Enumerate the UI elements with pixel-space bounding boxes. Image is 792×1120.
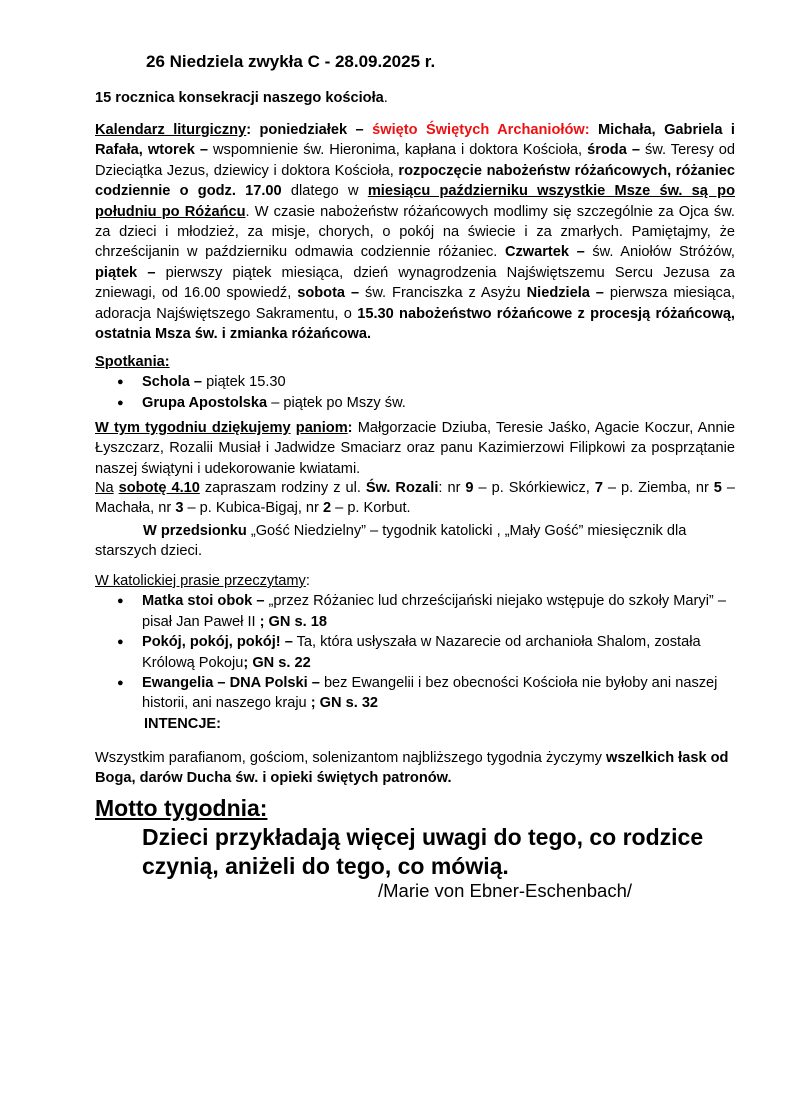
press-section — [95, 571, 745, 714]
calendar-monday: : poniedziałek – — [246, 122, 373, 138]
press-item-ref: ; GN s. 22 — [243, 654, 311, 671]
press-item-text: Ta, która usłyszała w Nazarecie od archanioła Shalom, została Królową Pokoju — [142, 634, 701, 671]
family-name: – p. Korbut. — [331, 500, 411, 517]
motto-quote: Dzieci przykładają więcej uwagi do tego, co rodzice czynią, aniżeli do tego, co mówią. — [142, 824, 704, 879]
wishes-section — [95, 748, 735, 789]
thanks-names: Małgorzacie Dziuba, Teresie Jaśko, Agacie Koczur, Annie Łyszczarz, Rozalii Musiał i Jadwidze Smaciarz oraz panu Kazimierzowi Filipkowi za posprzątanie naszej świątyni i udekorowanie kwiatami. — [95, 420, 735, 477]
anniversary-note — [95, 88, 735, 108]
calendar-wednesday: środa – — [587, 142, 640, 159]
house-number: 3 — [175, 500, 184, 517]
press-item-text: bez Ewangelii i bez obecności Kościoła nie byłoby ani naszej historii, ani naszego kraju — [142, 675, 718, 712]
thanks-heading: W tym tygodniu dziękujemy — [95, 420, 291, 436]
calendar-teresa: św. Teresy od Dzieciątka Jezus, dziewicy i doktora Kościoła, — [95, 142, 735, 179]
calendar-procession: 15.30 nabożeństwo różańcowe z procesją różańcową, ostatnia Msza św. i zmianka różańcowa. — [95, 305, 735, 343]
meeting-detail: piątek 15.30 — [202, 374, 286, 391]
saturday-date: sobotę 4.10 — [118, 480, 200, 496]
calendar-therefore: dlatego w — [281, 183, 368, 200]
list-item — [95, 393, 735, 413]
vestibule-note — [95, 521, 735, 562]
archangels-feast: święto Świętych Archaniołów: — [372, 122, 590, 138]
calendar-guardian-angels: św. Aniołów Stróżów, — [584, 244, 735, 261]
press-item-text: „przez Różaniec lud chrześcijański niejako wstępuje do szkoły Maryi” – pisał Jan Paweł II — [142, 593, 726, 630]
calendar-first-friday: pierwszy piątek miesiąca, dzień wynagrodzenia Najświętszemu Sercu Jezusa za zniewagi, od 16.00 spowiedź, — [95, 264, 735, 302]
thanks-section — [95, 418, 735, 479]
anniversary-text: 15 rocznica konsekracji naszego kościoła — [95, 90, 384, 106]
intentions-label: INTENCJE: — [144, 716, 222, 732]
list-item — [95, 673, 745, 714]
calendar-heading: Kalendarz liturgiczny — [95, 122, 247, 138]
saturday-cleaning — [95, 478, 735, 519]
meeting-name: Schola – — [142, 374, 203, 391]
meeting-detail: – piątek po Mszy św. — [267, 394, 406, 411]
calendar-adoration: pierwsza miesiąca, adoracja Najświętszego Sakramentu, o — [95, 285, 735, 322]
calendar-francis: św. Franciszka z Asyżu — [359, 285, 527, 302]
anniversary-dot: . — [383, 90, 388, 106]
calendar-saturday: sobota – — [297, 285, 360, 302]
press-item-title: Ewangelia – DNA Polski – — [142, 675, 320, 692]
liturgical-calendar — [95, 120, 735, 344]
family-name: – p. Skórkiewicz, — [473, 480, 595, 496]
calendar-friday: piątek – — [95, 264, 156, 281]
meetings-list — [95, 372, 735, 413]
wishes-text: Wszystkim parafianom, gościom, solenizantom najbliższego tygodnia życzymy — [95, 750, 606, 766]
house-number: 7 — [594, 480, 603, 496]
intentions-heading — [144, 714, 444, 734]
family-name: – p. Kubica-Bigaj, nr — [183, 500, 323, 517]
motto-author: /Marie von Ebner-Eschenbach/ — [378, 880, 632, 901]
press-list — [95, 591, 745, 713]
family-name: – Machała, nr — [95, 480, 736, 517]
calendar-hieronim: wspomnienie św. Hieronima, kapłana i doktora Kościoła, — [208, 142, 588, 159]
saturday-na: Na — [95, 480, 114, 496]
vestibule-text: „Gość Niedzielny” – tygodnik katolicki , „Mały Gość” miesięcznik dla starszych dzieci. — [95, 523, 687, 560]
motto-heading: Motto tygodnia: — [95, 795, 268, 821]
house-number: 5 — [713, 480, 722, 496]
press-item-title: Matka stoi obok – — [142, 593, 265, 610]
press-item-ref: ; GN s. 32 — [310, 695, 379, 712]
press-item-title: Pokój, pokój, pokój! – — [142, 634, 293, 651]
thanks-colon: : — [347, 420, 353, 436]
wishes-bold: wszelkich łask od Boga, darów Ducha św. i opieki świętych patronów. — [95, 750, 729, 787]
calendar-thursday: Czwartek – — [504, 244, 585, 261]
house-number: 2 — [322, 500, 332, 517]
saturday-invite: zapraszam rodziny z ul. — [199, 480, 366, 496]
house-number: 9 — [465, 480, 474, 496]
calendar-october-masses: miesiącu październiku wszystkie Msze św. są po południu po Różańcu — [95, 183, 735, 220]
saturday-nr: : nr — [438, 480, 466, 496]
thanks-ladies: paniom — [295, 420, 348, 436]
meetings-section — [95, 352, 735, 413]
vestibule-heading: W przedsionku — [143, 523, 247, 539]
press-colon: : — [305, 573, 310, 589]
meetings-heading: Spotkania: — [95, 354, 170, 370]
calendar-rosary-start: rozpoczęcie nabożeństw różańcowych, różaniec codziennie o godz. 17.00 — [95, 162, 736, 200]
press-heading: W katolickiej prasie przeczytamy — [95, 573, 306, 589]
list-item — [95, 591, 745, 632]
press-item-ref: ; GN s. 18 — [259, 613, 327, 630]
calendar-archangels-tuesday: Michała, Gabriela i Rafała, wtorek – — [95, 122, 735, 159]
calendar-sunday: Niedziela – — [526, 285, 604, 302]
meeting-name: Grupa Apostolska — [142, 394, 268, 411]
list-item — [95, 632, 745, 673]
family-name: – p. Ziemba, nr — [602, 480, 714, 496]
list-item — [95, 372, 735, 392]
saturday-street: Św. Rozali — [365, 480, 439, 496]
page-title: 26 Niedziela zwykła C - 28.09.2025 r. — [146, 52, 436, 71]
calendar-rosary-intentions: . W czasie nabożeństw różańcowych modlimy się szczególnie za Ojca św. za dzieci i młodzież, za misje, chorych, o pokój na świecie i za zmarłych. Pamiętajmy, że chrześcijanin w październiku odmawia codziennie różaniec. — [95, 203, 735, 261]
